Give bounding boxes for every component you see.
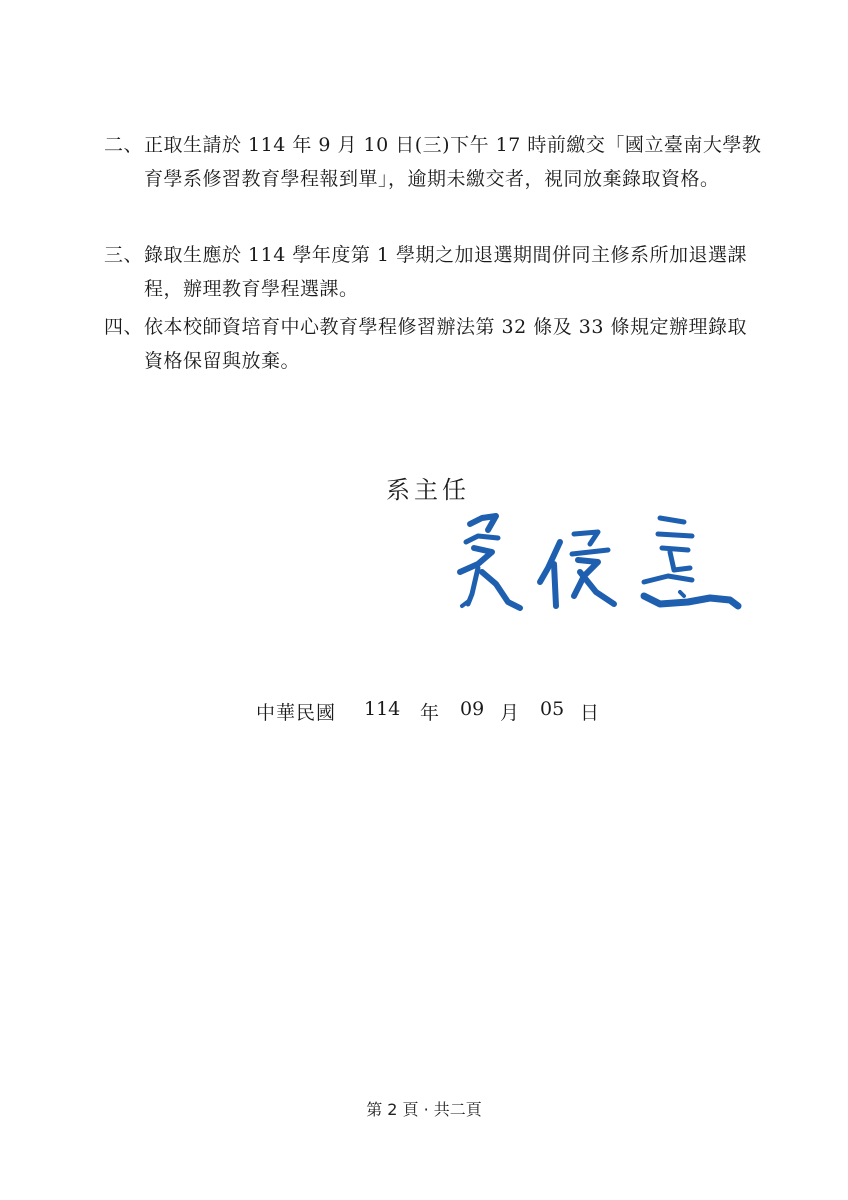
item-text: 錄取生應於 114 學年度第 1 學期之加退選期間併同主修系所加退選課程，辦理教育學程選課。 (144, 244, 748, 300)
list-item (104, 310, 764, 378)
date-year: 114 (364, 698, 401, 720)
item-number: 二、 (104, 134, 144, 156)
date-month-unit: 月 (500, 702, 520, 724)
list-item (104, 238, 764, 306)
item-number: 四、 (104, 316, 144, 338)
date-day-unit: 日 (580, 702, 600, 724)
item-text: 正取生請於 114 年 9 月 10 日(三)下午 17 時前繳交「國立臺南大學教育學系修習教育學程報到單」，逾期未繳交者，視同放棄錄取資格。 (144, 134, 762, 190)
page-number: 第 2 頁 · 共二頁 (366, 1100, 482, 1119)
date-month: 09 (460, 698, 485, 720)
list-item (104, 128, 764, 196)
date-year-unit: 年 (420, 702, 440, 724)
document-date (256, 698, 599, 725)
item-number: 三、 (104, 244, 144, 266)
date-prefix: 中華民國 (256, 702, 337, 724)
handwritten-signature (448, 512, 748, 622)
item-text: 依本校師資培育中心教育學程修習辦法第 32 條及 33 條規定辦理錄取資格保留與放棄。 (144, 316, 748, 372)
signer-title: 系主任 (386, 476, 470, 504)
date-day: 05 (540, 698, 565, 720)
